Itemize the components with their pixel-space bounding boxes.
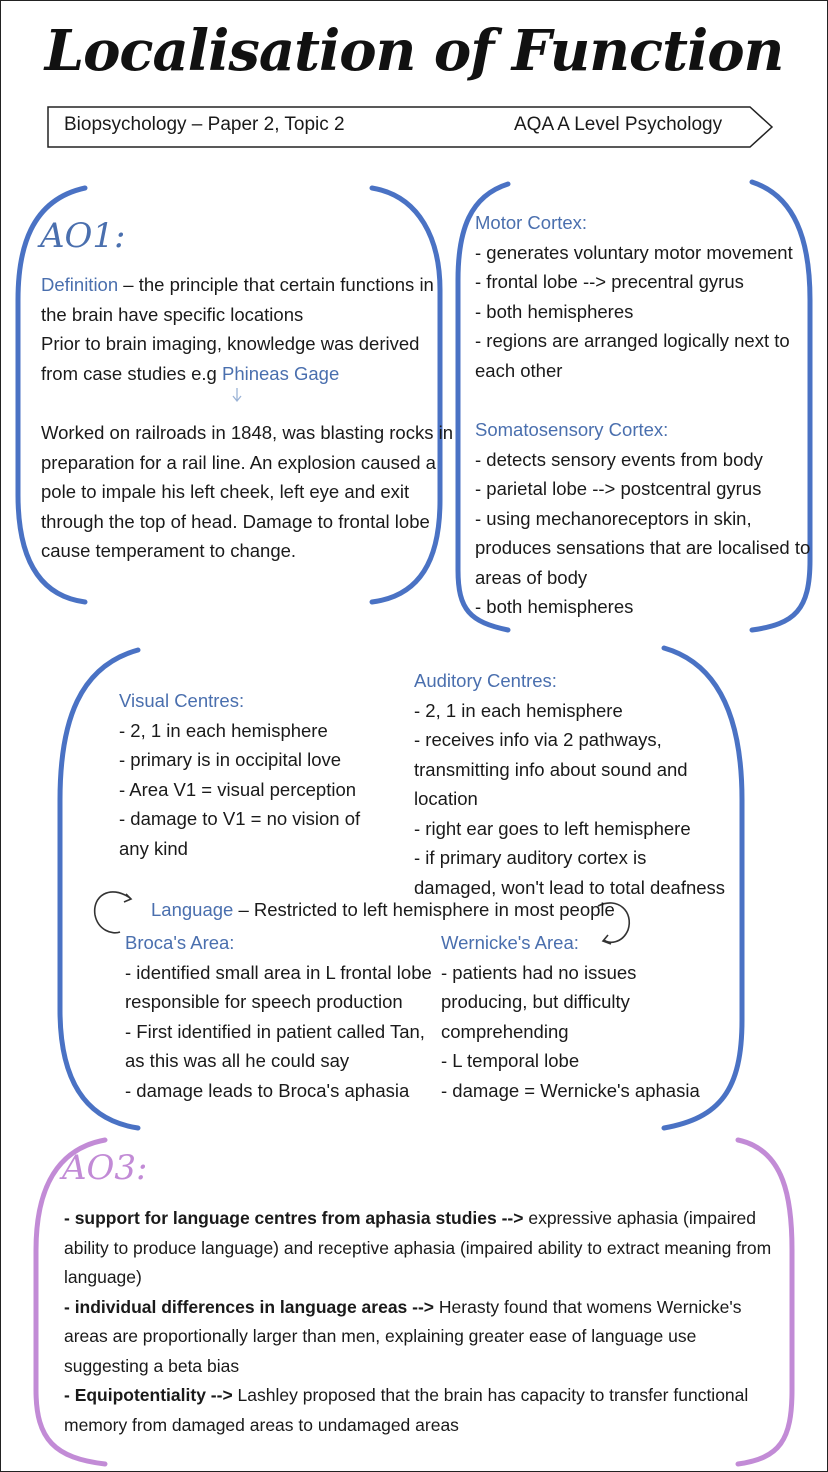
broca-heading: Broca's Area: [125, 932, 235, 953]
gage-case-block: Worked on railroads in 1848, was blasting rocks in preparation for a rail line. An explosion caused a pole to impale his left cheek, left eye and exit through the top of head. Damage to frontal lobe cause temperament to change. [41, 422, 454, 561]
broca-area-block: Broca's Area: - identified small area in L frontal lobe responsible for speech production - First identified in patient called Tan, as this was all he could say - damage leads to Broca's aphasia [125, 928, 432, 1105]
ao3-point-aphasia: - support for language centres from aphasia studies --> [64, 1208, 524, 1228]
somatosensory-block: Somatosensory Cortex: - detects sensory events from body - parietal lobe --> postcentral gyrus - using mechanoreceptors in skin, produces sensations that are localised to areas of body - both hemispheres [475, 415, 810, 622]
ao3-heading: AO3: [62, 1148, 148, 1188]
visual-centres-block: Visual Centres: - 2, 1 in each hemisphere - primary is in occipital love - Area V1 = visual perception - damage to V1 = no vision of any kind [119, 686, 360, 863]
visual-centres-heading: Visual Centres: [119, 690, 245, 711]
wernicke-heading: Wernicke's Area: [441, 932, 579, 953]
motor-cortex-heading: Motor Cortex: [475, 212, 588, 233]
page-title: Localisation of Function [44, 18, 784, 84]
auditory-centres-block: Auditory Centres: - 2, 1 in each hemisphere - receives info via 2 pathways, transmitting info about sound and location - right ear goes to left hemisphere - if primary auditory cortex is damaged, won't lead to total deafness [414, 666, 725, 902]
phineas-gage-link: Phineas Gage [221, 362, 340, 384]
wernicke-area-block: Wernicke's Area: - patients had no issues producing, but difficulty comprehending - L temporal lobe - damage = Wernicke's aphasia [441, 928, 700, 1105]
ao3-point-equipotentiality: - Equipotentiality --> [64, 1385, 233, 1405]
definition-label: Definition [41, 274, 119, 295]
ao3-evaluation-block: - support for language centres from aphasia studies --> expressive aphasia (impaired ability to produce language) and receptive aphasia (impaired ability to extract meaning from language) - individual differences in language areas --> Herasty found that womens Wernicke's areas are proportionally larger than men, explaining greater ease of language use suggesting a beta bias - Equipotentiality --> Lashley proposed that the brain has capacity to transfer functional memory from damaged areas to undamaged areas [64, 1208, 772, 1435]
language-label: Language [151, 899, 234, 920]
ao3-point-individual-differences: - individual differences in language areas --> [64, 1296, 435, 1317]
banner-board: AQA A Level Psychology [514, 114, 723, 135]
ao1-definition-block: Definition – the principle that certain functions in the brain have specific locations Prior to brain imaging, knowledge was derived from case studies e.g Phineas Gage [41, 274, 434, 384]
auditory-centres-heading: Auditory Centres: [414, 670, 557, 691]
motor-cortex-block: Motor Cortex: - generates voluntary motor movement - frontal lobe --> precentral gyrus - both hemispheres - regions are arranged logically next to each other [475, 208, 793, 385]
language-line: Language – Restricted to left hemisphere in most people [151, 899, 615, 920]
ao1-heading: AO1: [40, 216, 126, 256]
banner-subject: Biopsychology – Paper 2, Topic 2 [64, 114, 345, 135]
somatosensory-heading: Somatosensory Cortex: [475, 419, 669, 440]
